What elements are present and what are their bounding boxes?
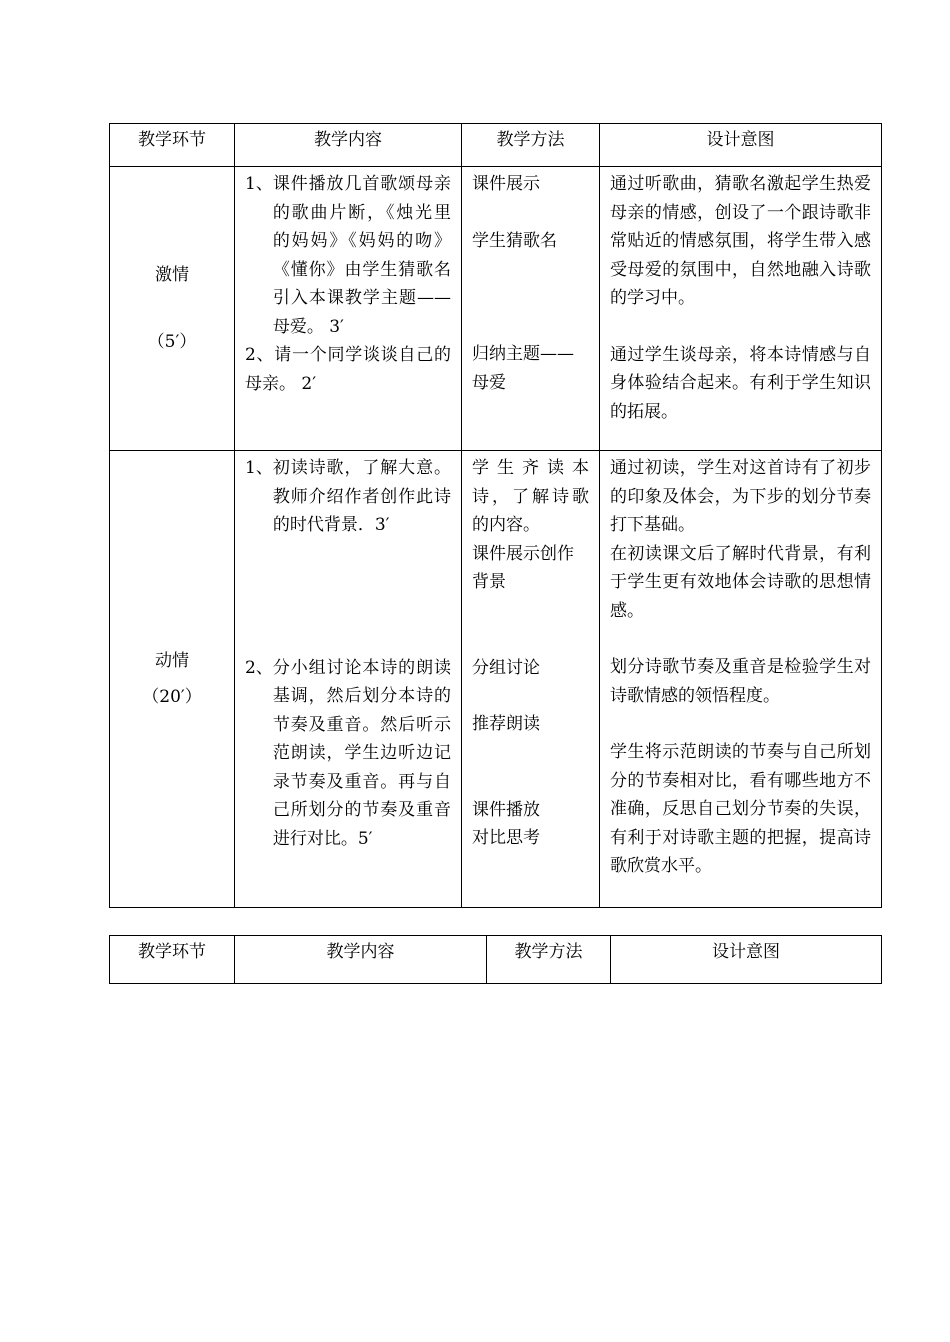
stage-cell (110, 167, 235, 451)
intent-text: 在初读课文后了解时代背景，有利于学生更有效地体会诗歌的思想情感。 (610, 543, 871, 621)
item-text: 初读诗歌，了解大意。教师介绍作者创作此诗的时代背景．3′ (272, 458, 451, 535)
intent-text: 通过听歌曲，猜歌名激起学生热爱母亲的情感，创设了一个跟诗歌非常贴近的情感氛围，将学生带入感受母爱的氛围中，自然地融入诗歌的学习中。 (610, 174, 871, 308)
item-text: 分小组讨论本诗的朗读基调，然后划分本诗的节奏及重音。然后听示范朗读，学生边听边记录节奏及重音。再与自己所划分的节奏及重音进行对比。5′ (272, 657, 451, 849)
item-number: 1、 (245, 174, 273, 194)
method-text: 分组讨论 (472, 657, 540, 678)
stage-name: 动情 (155, 650, 189, 671)
header-stage: 教学环节 (110, 124, 235, 167)
method-text: 对比思考 (472, 828, 540, 848)
content-cell (235, 451, 462, 908)
intent-cell (600, 167, 882, 451)
header-stage: 教学环节 (110, 936, 235, 984)
header-intent: 设计意图 (611, 936, 882, 984)
content-cell (235, 167, 462, 451)
method-text: 推荐朗读 (472, 714, 540, 734)
item-text: 课件播放几首歌颂母亲的歌曲片断，《烛光里的妈妈》《妈妈的吻》《懂你》由学生猜歌名引入本课教学主题——母爱。 3′ (272, 174, 451, 337)
stage-cell (110, 451, 235, 908)
intent-text: 划分诗歌节奏及重音是检验学生对诗歌情感的领悟程度。 (610, 657, 871, 706)
intent-cell (600, 451, 882, 908)
stage-name: 激情 (155, 265, 189, 285)
item-number: 1、 (245, 458, 273, 478)
method-text: 学生猜歌名 (472, 230, 557, 251)
content-item: 2、请一个同学谈谈自己的母亲。 2′ (245, 345, 451, 394)
table-row (110, 167, 882, 451)
header-content: 教学内容 (235, 936, 487, 984)
table-header-row (110, 124, 882, 167)
lesson-plan-table-continued (109, 935, 882, 984)
content-item (245, 454, 451, 540)
header-intent: 设计意图 (600, 124, 882, 167)
content-item (245, 170, 451, 341)
table-header-row (110, 936, 882, 984)
method-text: 课件播放 (472, 799, 540, 820)
lesson-plan-table (109, 123, 882, 908)
content-item (245, 654, 451, 854)
intent-text: 通过初读，学生对这首诗有了初步的印象及体会，为下步的划分节奏打下基础。 (610, 458, 871, 535)
item-number: 2、 (245, 657, 273, 678)
method-text: 课件展示 (472, 174, 540, 194)
header-method: 教学方法 (487, 936, 611, 984)
method-text: 归纳主题——母爱 (472, 344, 574, 393)
stage-time: （5′） (147, 331, 197, 352)
header-method: 教学方法 (462, 124, 600, 167)
method-text: 课件展示创作背景 (472, 543, 574, 592)
method-text: 学生齐读本诗，了解诗歌的内容。 (472, 458, 589, 535)
intent-text: 学生将示范朗读的节奏与自己所划分的节奏相对比，看有哪些地方不准确，反思自己划分节奏的失误，有利于对诗歌主题的把握，提高诗歌欣赏水平。 (610, 742, 871, 876)
header-content: 教学内容 (235, 124, 462, 167)
method-cell (462, 451, 600, 908)
stage-time: （20′） (142, 687, 202, 707)
method-cell (462, 167, 600, 451)
table-row (110, 451, 882, 908)
intent-text: 通过学生谈母亲，将本诗情感与自身体验结合起来。有利于学生知识的拓展。 (610, 344, 871, 422)
